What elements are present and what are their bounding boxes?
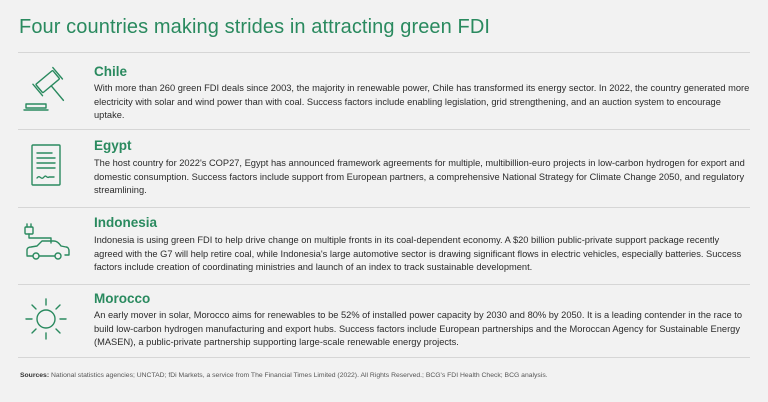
- signed-document-icon: [22, 142, 70, 190]
- sun-icon: [22, 295, 70, 343]
- divider: [18, 52, 750, 53]
- electric-car-icon: [22, 221, 70, 269]
- country-row-indonesia: [18, 215, 750, 285]
- country-name: Morocco: [94, 291, 151, 306]
- country-description: With more than 260 green FDI deals since 2003, the majority in renewable power, Chile has transformed its energy sector. In 2022, the country generated more electricity with solar and wind power than with coal. Success factors include enabling legislation, grid strengthening, and an auction system to encourage uptake.: [94, 83, 750, 121]
- page-title: Four countries making strides in attracting green FDI: [19, 16, 491, 38]
- country-name: Egypt: [94, 138, 132, 153]
- divider: [18, 207, 750, 208]
- sources-label: Sources:: [20, 372, 50, 379]
- sources-text: National statistics agencies; UNCTAD; fDi Markets, a service from The Financial Times Limited (2022). All Rights Reserved.; BCG's FDI Health Check; BCG analysis.: [50, 372, 548, 379]
- country-row-morocco: [18, 291, 750, 353]
- divider: [18, 284, 750, 285]
- divider: [18, 129, 750, 130]
- country-row-chile: [18, 64, 750, 124]
- country-row-egypt: [18, 138, 750, 200]
- gavel-icon: [22, 66, 70, 114]
- divider: [18, 357, 750, 358]
- country-name: Chile: [94, 64, 128, 79]
- country-name: Indonesia: [94, 215, 158, 230]
- country-description: The host country for 2022's COP27, Egypt has announced framework agreements for multiple, multibillion-euro projects in low-carbon hydrogen for export and domestic consumption. Success factors include support from European partners, a comprehensive National Strategy for Climate Change 2050, and regulatory streamlining.: [94, 158, 745, 196]
- country-description: Indonesia is using green FDI to help drive change on multiple fronts in its coal-dependent economy. A $20 billion public-private support package recently agreed with the G7 will help retire coal, while Indonesia's large automotive sector is drawing significant flows in electric vehicles, especially batteries. Success factors include creation of coordinating ministries and launch of an index to track sustainable development.: [94, 235, 742, 273]
- sources-note: [20, 372, 750, 379]
- country-description: An early mover in solar, Morocco aims for renewables to be 52% of installed power capacity by 2030 and 80% by 2050. It is a leading contender in the race to build low-carbon hydrogen manufacturing and export hubs. Success factors include European partnerships and the Moroccan Agency for Sustainable Energy (MASEN), a public-private partnership supporting large-scale renewable energy projects.: [94, 310, 743, 348]
